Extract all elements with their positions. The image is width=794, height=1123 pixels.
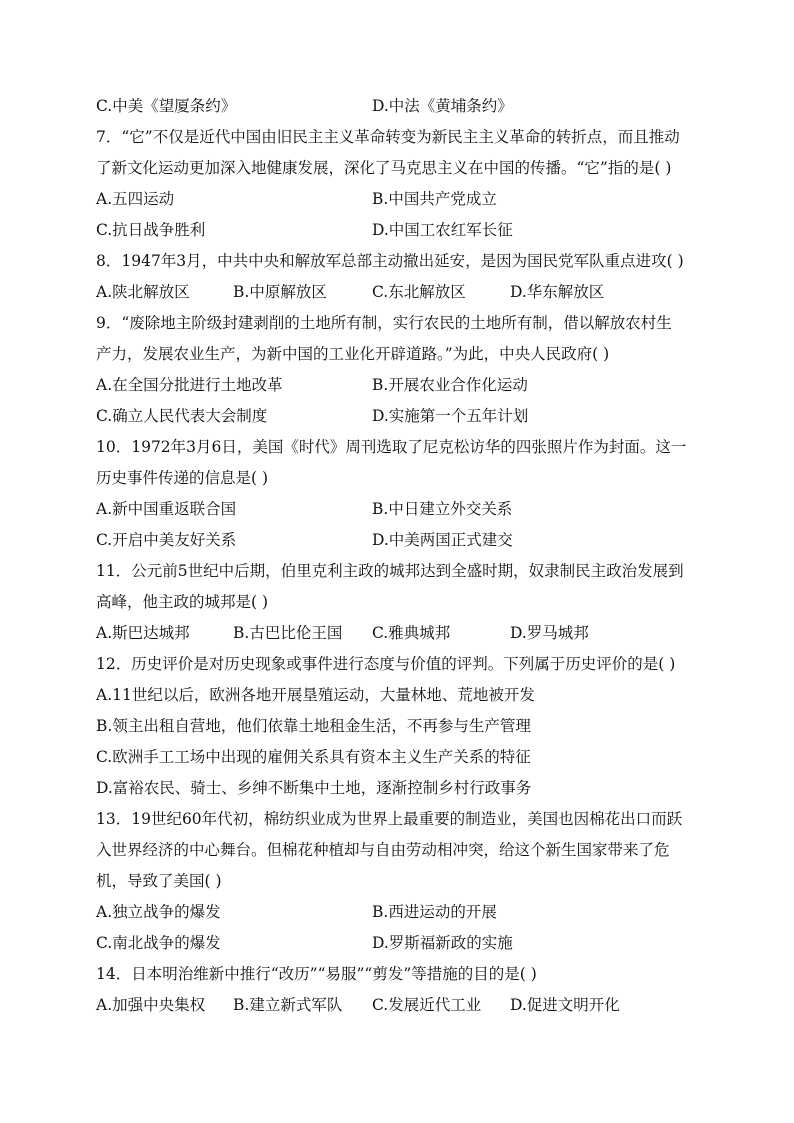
question-9-option-c: C.确立人民代表大会制度 — [96, 407, 268, 425]
question-10-option-d: D.中美两国正式建交 — [372, 531, 513, 549]
question-14-option-d: D.促进文明开化 — [510, 996, 620, 1014]
question-9-option-b: B.开展农业合作化运动 — [372, 376, 528, 394]
question-9-options-row-2 — [96, 401, 700, 432]
question-13-stem-line-2: 入世界经济的中心舞台。但棉花种植却与自由劳动相冲突，给这个新生国家带来了危 — [96, 841, 670, 859]
question-11-options-row — [96, 618, 700, 649]
question-7-option-c: C.抗日战争胜利 — [96, 221, 206, 239]
question-12-option-a: A.11世纪以后，欧洲各地开展垦殖运动，大量林地、荒地被开发 — [96, 686, 535, 704]
question-13-stem-line-1: 13．19世纪60年代初，棉纺织业成为世界上最重要的制造业，美国也因棉花出口而跃 — [96, 810, 683, 828]
question-10-options-row-1 — [96, 494, 700, 525]
question-9-option-a: A.在全国分批进行土地改革 — [96, 376, 283, 394]
question-11-option-a: A.斯巴达城邦 — [96, 624, 190, 642]
question-7-stem-line-1: 7．“它”不仅是近代中国由旧民主主义革命转变为新民主主义革命的转折点，而且推动 — [96, 128, 680, 146]
question-6-option-c: C.中美《望厦条约》 — [96, 97, 237, 115]
question-9-stem-line-1: 9．“废除地主阶级封建剥削的土地所有制，实行农民的土地所有制，借以解放农村生 — [96, 314, 672, 332]
question-8-option-d: D.华东解放区 — [510, 283, 605, 301]
question-14-option-c: C.发展近代工业 — [372, 996, 482, 1014]
question-10-option-c: C.开启中美友好关系 — [96, 531, 237, 549]
question-12-option-c: C.欧洲手工工场中出现的雇佣关系具有资本主义生产关系的特征 — [96, 748, 531, 766]
question-11-option-c: C.雅典城邦 — [372, 624, 451, 642]
question-12-stem-line-1: 12．历史评价是对历史现象或事件进行态度与价值的评判。下列属于历史评价的是( ) — [96, 655, 676, 673]
question-7-options-row-1 — [96, 184, 700, 215]
question-7-options-row-2 — [96, 215, 700, 246]
question-13-options-row-1 — [96, 897, 700, 928]
question-9-options-row-1 — [96, 370, 700, 401]
question-8-option-b: B.中原解放区 — [233, 283, 327, 301]
question-11-stem-line-2: 高峰，他主政的城邦是( ) — [96, 593, 269, 611]
question-12-option-d: D.富裕农民、骑士、乡绅不断集中土地，逐渐控制乡村行政事务 — [96, 779, 532, 797]
question-11-option-d: D.罗马城邦 — [510, 624, 589, 642]
question-10-stem-line-2: 历史事件传递的信息是( ) — [96, 469, 269, 487]
question-14-stem-line-1: 14．日本明治维新中推行“改历”“易服”“剪发”等措施的目的是( ) — [96, 965, 537, 983]
question-7-option-d: D.中国工农红军长征 — [372, 221, 513, 239]
question-8-stem-line-1: 8．1947年3月，中共中央和解放军总部主动撤出延安，是因为国民党军队重点进攻( ) — [96, 252, 684, 270]
question-10-option-b: B.中日建立外交关系 — [372, 500, 513, 518]
question-11-option-b: B.古巴比伦王国 — [233, 624, 343, 642]
question-14-option-b: B.建立新式军队 — [233, 996, 343, 1014]
question-7-option-b: B.中国共产党成立 — [372, 190, 497, 208]
question-6-option-d: D.中法《黄埔条约》 — [372, 97, 513, 115]
question-6-options-row — [96, 91, 700, 122]
question-10-stem-line-1: 10．1972年3月6日，美国《时代》周刊选取了尼克松访华的四张照片作为封面。这一 — [96, 438, 687, 456]
question-7-option-a: A.五四运动 — [96, 190, 175, 208]
question-10-option-a: A.新中国重返联合国 — [96, 500, 237, 518]
question-9-stem-line-2: 产力，发展农业生产，为新中国的工业化开辟道路。”为此，中央人民政府( ) — [96, 345, 610, 363]
question-13-option-c: C.南北战争的爆发 — [96, 934, 221, 952]
question-7-stem-line-2: 了新文化运动更加深入地健康发展，深化了马克思主义在中国的传播。“它”指的是( ) — [96, 159, 672, 177]
question-13-options-row-2 — [96, 928, 700, 959]
question-11-stem-line-1: 11．公元前5世纪中后期，伯里克利主政的城邦达到全盛时期，奴隶制民主政治发展到 — [96, 562, 684, 580]
question-13-stem-line-3: 机，导致了美国( ) — [96, 872, 222, 890]
question-12-option-b: B.领主出租自营地，他们依靠土地租金生活，不再参与生产管理 — [96, 717, 531, 735]
question-13-option-a: A.独立战争的爆发 — [96, 903, 221, 921]
question-8-options-row — [96, 277, 700, 308]
question-14-options-row — [96, 990, 700, 1021]
question-13-option-d: D.罗斯福新政的实施 — [372, 934, 513, 952]
question-14-option-a: A.加强中央集权 — [96, 996, 206, 1014]
question-9-option-d: D.实施第一个五年计划 — [372, 407, 529, 425]
question-10-options-row-2 — [96, 525, 700, 556]
question-list — [96, 91, 700, 1021]
question-13-option-b: B.西进运动的开展 — [372, 903, 497, 921]
question-8-option-c: C.东北解放区 — [372, 283, 466, 301]
question-8-option-a: A.陕北解放区 — [96, 283, 190, 301]
